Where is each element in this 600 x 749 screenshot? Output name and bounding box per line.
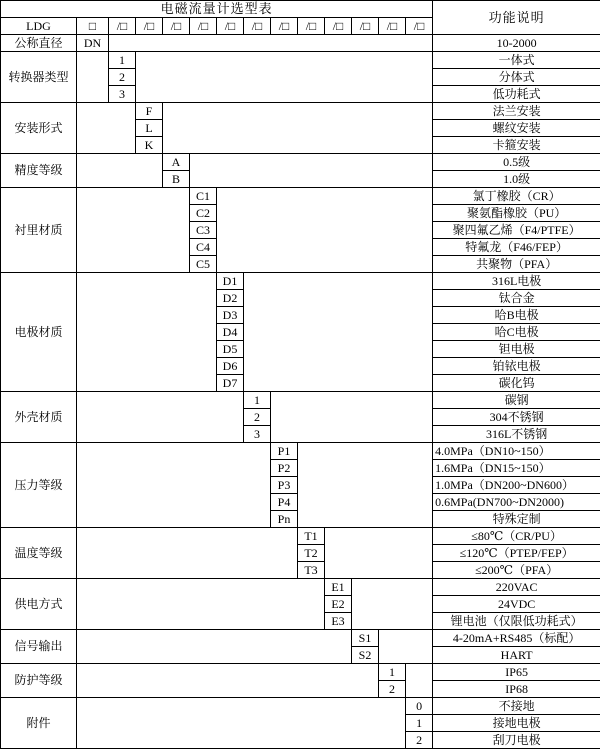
empty-cell: [77, 392, 244, 443]
code-cell: A: [163, 154, 190, 171]
description-cell-dn: 10-2000: [433, 35, 600, 52]
section-label: 安装形式: [1, 103, 77, 154]
empty-cell: [406, 664, 433, 698]
description-cell: 哈B电极: [433, 307, 600, 324]
description-cell: 聚四氟乙烯（F4/PTFE）: [433, 222, 600, 239]
description-cell: 接地电极: [433, 715, 600, 732]
code-cell: C1: [190, 188, 217, 205]
model-prefix: LDG: [1, 18, 77, 35]
code-cell: E1: [325, 579, 352, 596]
code-cell: T2: [298, 545, 325, 562]
description-cell: ≤200℃（PFA）: [433, 562, 600, 579]
section-label: 温度等级: [1, 528, 77, 579]
section-label: 外壳材质: [1, 392, 77, 443]
model-code-box: /□: [298, 18, 325, 35]
description-cell: 220VAC: [433, 579, 600, 596]
section-label-dn: 公称直径: [1, 35, 77, 52]
section-label: 转换器类型: [1, 52, 77, 103]
code-cell: L: [136, 120, 163, 137]
code-cell-dn: DN: [77, 35, 109, 52]
empty-cell: [244, 273, 433, 392]
empty-cell: [379, 630, 433, 664]
code-cell: T3: [298, 562, 325, 579]
model-code-box: /□: [379, 18, 406, 35]
section-label: 精度等级: [1, 154, 77, 188]
description-cell: 304不锈钢: [433, 409, 600, 426]
code-cell: 1: [379, 664, 406, 681]
description-cell: 低功耗式: [433, 86, 600, 103]
empty-cell: [77, 664, 379, 698]
model-code-box: /□: [406, 18, 433, 35]
code-cell: B: [163, 171, 190, 188]
code-cell: 2: [109, 69, 136, 86]
empty-cell: [109, 35, 433, 52]
description-cell: ≤120℃（PTEP/FEP）: [433, 545, 600, 562]
description-cell: 316L电极: [433, 273, 600, 290]
model-code-box: /□: [244, 18, 271, 35]
empty-cell: [271, 392, 433, 443]
empty-cell: [77, 273, 217, 392]
empty-cell: [77, 579, 325, 630]
code-cell: S1: [352, 630, 379, 647]
code-cell: 3: [109, 86, 136, 103]
model-code-box: /□: [190, 18, 217, 35]
code-cell: D1: [217, 273, 244, 290]
description-cell: 铂铱电极: [433, 358, 600, 375]
model-code-box: /□: [217, 18, 244, 35]
description-cell: 碳钢: [433, 392, 600, 409]
empty-cell: [190, 154, 433, 188]
section-label: 压力等级: [1, 443, 77, 528]
table-title: 电磁流量计选型表: [1, 1, 433, 18]
description-cell: 1.0MPa（DN200~DN600）: [433, 477, 600, 494]
description-cell: 0.6MPa(DN700~DN2000): [433, 494, 600, 511]
model-code-box: /□: [271, 18, 298, 35]
code-cell: 1: [109, 52, 136, 69]
code-cell: D6: [217, 358, 244, 375]
description-cell: 碳化钨: [433, 375, 600, 392]
code-cell: P4: [271, 494, 298, 511]
empty-cell: [163, 103, 433, 154]
description-cell: 刮刀电极: [433, 732, 600, 749]
model-box: □: [77, 18, 109, 35]
function-column-header: 功能说明: [433, 1, 600, 35]
description-cell: 钛合金: [433, 290, 600, 307]
description-cell: 聚氨酯橡胶（PU）: [433, 205, 600, 222]
section-label: 附件: [1, 698, 77, 749]
code-cell: 2: [244, 409, 271, 426]
code-cell: C5: [190, 256, 217, 273]
empty-cell: [77, 188, 190, 273]
model-code-box: /□: [109, 18, 136, 35]
description-cell: 氯丁橡胶（CR）: [433, 188, 600, 205]
code-cell: F: [136, 103, 163, 120]
section-label: 衬里材质: [1, 188, 77, 273]
code-cell: D5: [217, 341, 244, 358]
description-cell: 24VDC: [433, 596, 600, 613]
description-cell: HART: [433, 647, 600, 664]
description-cell: 特殊定制: [433, 511, 600, 528]
model-code-box: /□: [325, 18, 352, 35]
empty-cell: [77, 698, 406, 749]
empty-cell: [77, 154, 163, 188]
empty-cell: [217, 188, 433, 273]
code-cell: 3: [244, 426, 271, 443]
empty-cell: [352, 579, 433, 630]
code-cell: D4: [217, 324, 244, 341]
model-code-box: /□: [352, 18, 379, 35]
code-cell: K: [136, 137, 163, 154]
code-cell: C3: [190, 222, 217, 239]
description-cell: 钽电极: [433, 341, 600, 358]
description-cell: 316L不锈钢: [433, 426, 600, 443]
code-cell: P1: [271, 443, 298, 460]
empty-cell: [77, 52, 109, 103]
model-code-box: /□: [163, 18, 190, 35]
description-cell: 哈C电极: [433, 324, 600, 341]
section-label: 防护等级: [1, 664, 77, 698]
description-cell: 卡箍安装: [433, 137, 600, 154]
description-cell: 螺纹安装: [433, 120, 600, 137]
empty-cell: [77, 443, 271, 528]
description-cell: 4-20mA+RS485（标配）: [433, 630, 600, 647]
description-cell: 0.5级: [433, 154, 600, 171]
description-cell: 1.0级: [433, 171, 600, 188]
description-cell: 一体式: [433, 52, 600, 69]
description-cell: IP68: [433, 681, 600, 698]
code-cell: T1: [298, 528, 325, 545]
description-cell: 1.6MPa（DN15~150）: [433, 460, 600, 477]
empty-cell: [77, 103, 136, 154]
empty-cell: [298, 443, 433, 528]
code-cell: P2: [271, 460, 298, 477]
code-cell: S2: [352, 647, 379, 664]
code-cell: Pn: [271, 511, 298, 528]
description-cell: 法兰安装: [433, 103, 600, 120]
code-cell: C4: [190, 239, 217, 256]
code-cell: D3: [217, 307, 244, 324]
description-cell: ≤80℃（CR/PU）: [433, 528, 600, 545]
section-label: 电极材质: [1, 273, 77, 392]
code-cell: 1: [406, 715, 433, 732]
empty-cell: [77, 528, 298, 579]
code-cell: 0: [406, 698, 433, 715]
description-cell: 锂电池（仅限低功耗式）: [433, 613, 600, 630]
description-cell: 特氟龙（F46/FEP）: [433, 239, 600, 256]
description-cell: 4.0MPa（DN10~150）: [433, 443, 600, 460]
empty-cell: [77, 630, 352, 664]
code-cell: C2: [190, 205, 217, 222]
description-cell: IP65: [433, 664, 600, 681]
description-cell: 共聚物（PFA）: [433, 256, 600, 273]
description-cell: 不接地: [433, 698, 600, 715]
code-cell: D7: [217, 375, 244, 392]
code-cell: 1: [244, 392, 271, 409]
code-cell: P3: [271, 477, 298, 494]
section-label: 信号输出: [1, 630, 77, 664]
description-cell: 分体式: [433, 69, 600, 86]
model-code-box: /□: [136, 18, 163, 35]
code-cell: E2: [325, 596, 352, 613]
code-cell: 2: [379, 681, 406, 698]
code-cell: 2: [406, 732, 433, 749]
code-cell: E3: [325, 613, 352, 630]
section-label: 供电方式: [1, 579, 77, 630]
empty-cell: [325, 528, 433, 579]
empty-cell: [136, 52, 433, 103]
code-cell: D2: [217, 290, 244, 307]
